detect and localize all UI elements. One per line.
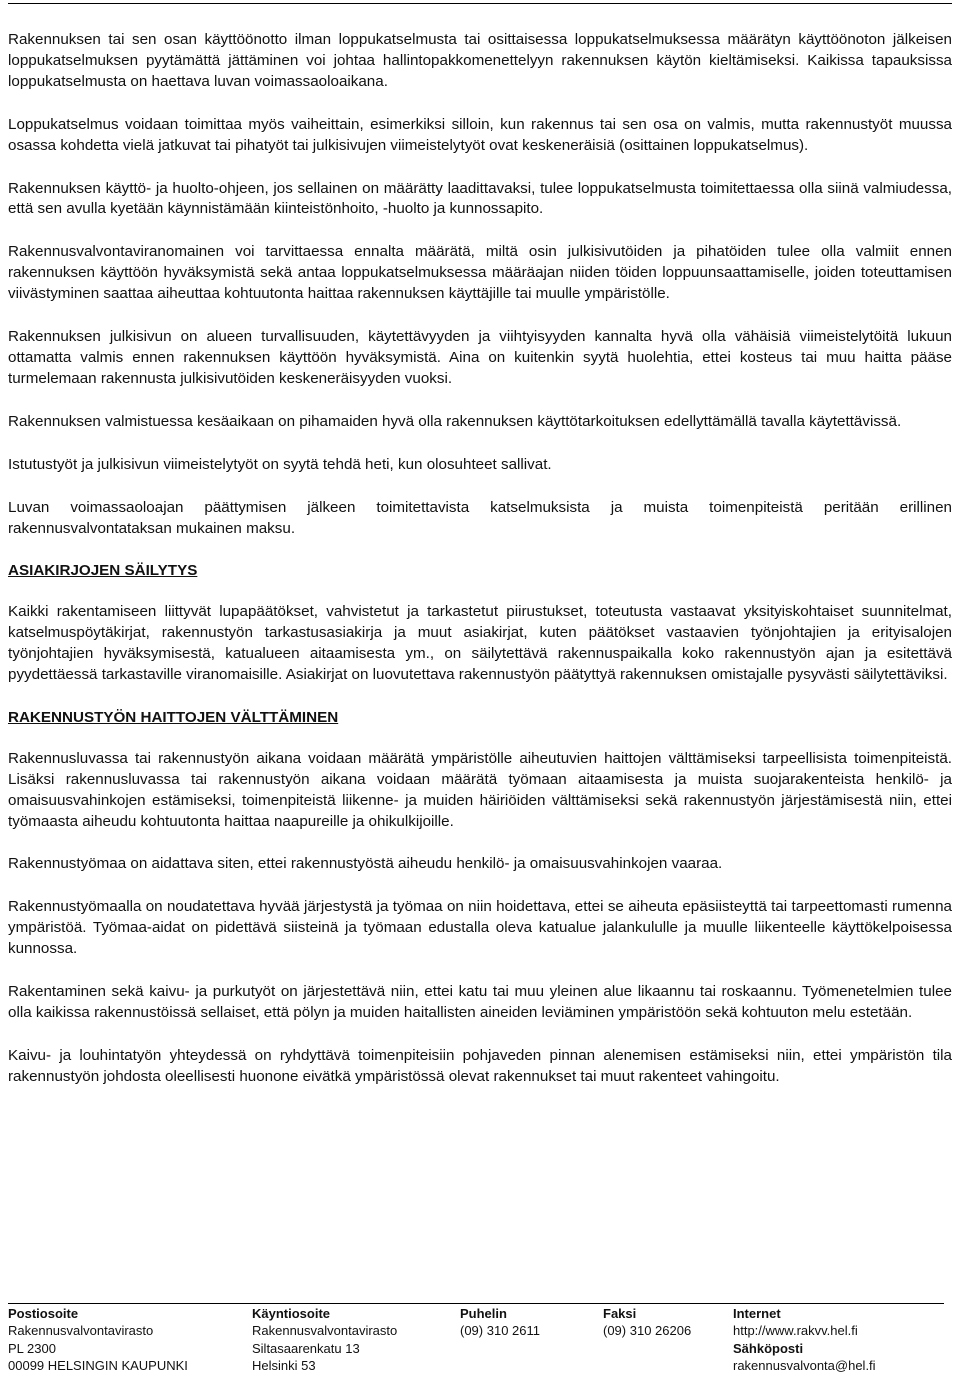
footer-label: Postiosoite	[8, 1306, 79, 1321]
footer-value: PL 2300	[8, 1340, 56, 1356]
footer-internet	[733, 1305, 876, 1375]
footer-value: (09) 310 2611	[460, 1323, 540, 1339]
paragraph: Rakennuksen valmistuessa kesäaikaan on pihamaiden hyvä olla rakennuksen käyttötarkoituksen edellyttämällä tavalla käytettävissä.	[8, 412, 902, 430]
paragraph: Kaivu- ja louhintatyön yhteydessä on ryhdyttävä toimenpiteisiin pohjaveden pinnan alenemisen estämiseksi niin, ettei ympäristön tila rakennustyön johdosta oleellisesti huonone eivätkä ympäristössä olevat rakennukset tai muut rakenteet vahingoitu.	[8, 1046, 952, 1085]
paragraph: Luvan voimassaoloajan päättymisen jälkeen toimitettavista katselmuksista ja muista toimenpiteistä peritään erillinen rakennusvalvontataksan mukainen maksu.	[8, 498, 952, 537]
paragraph: Istutustyöt ja julkisivun viimeistelytyöt on syytä tehdä heti, kun olosuhteet sallivat.	[8, 455, 552, 473]
paragraph: Rakennuksen julkisivun on alueen turvallisuuden, käytettävyyden ja viihtyisyyden kannalta hyvä olla vähäisiä viimeistelytöitä lukuun ottamatta valmis ennen rakennuksen käyttöön hyväksymistä. Aina on kuitenkin syytä huolehtia, ettei kosteus tai muu haitta pääse turmelemaan rakennusta julkisivutöiden keskeneräisyyden vuoksi.	[8, 328, 952, 387]
footer-kayntiosoite	[252, 1305, 397, 1375]
paragraph: Rakentaminen sekä kaivu- ja purkutyöt on järjestettävä niin, ettei katu tai muu yleinen alue likaannu tai roskaannu. Työmenetelmien tulee olla kaikissa rakennustöissä sellaiset, että pölyn ja muiden haitallisten aineiden leviäminen ympäristöön sekä kohtuuton melu estetään.	[8, 983, 952, 1021]
footer-value: Rakennusvalvontavirasto	[252, 1323, 398, 1339]
paragraph: Rakennustyömaa on aidattava siten, ettei rakennustyöstä aiheudu henkilö- ja omaisuusvahinkojen vaaraa.	[8, 855, 723, 873]
footer-rule	[8, 1303, 944, 1304]
footer-label: Sähköposti	[733, 1340, 804, 1356]
paragraph: Rakennuksen tai sen osan käyttöönotto ilman loppukatselmusta tai osittaisessa loppukatselmuksessa määrätyn käyttöönoton jälkeisen loppukatselmuksen pyytämättä jättäminen voi johtaa hallintopakkomenettelyyn rakennuksen käytön kieltämiseksi. Kaikissa tapauksissa loppukatselmusta on haettava luvan voimassaoloaikana.	[8, 31, 952, 90]
section-heading-haittojen-valttaminen: RAKENNUSTYÖN HAITTOJEN VÄLTTÄMINEN	[8, 708, 339, 726]
footer-faksi	[603, 1305, 691, 1340]
section-heading-asiakirjojen-sailytys: ASIAKIRJOJEN SÄILYTYS	[8, 562, 198, 580]
footer-label: Käyntiosoite	[252, 1306, 331, 1321]
footer-link: rakennusvalvonta@hel.fi	[733, 1358, 876, 1374]
footer-label: Puhelin	[460, 1306, 507, 1321]
paragraph: Rakennustyömaalla on noudatettava hyvää järjestystä ja työmaa on niin hoidettava, ettei se aiheuta epäsiisteyttä tai tarpeettomasti rumenna ympäristöä. Työmaa-aidat on pidettävä siisteinä ja työmaan edustalla oleva katualue jalankululle ja muulle liikenteelle käyttökelpoisessa kunnossa.	[8, 898, 952, 958]
document-body	[8, 30, 952, 1110]
paragraph: Rakennuksen käyttö- ja huolto-ohjeen, jos sellainen on määrätty laadittavaksi, tulee loppukatselmusta toimitettaessa olla siinä valmiudessa, että sen avulla kyetään käynnistämään kiinteistönhoito, -huolto ja kunnossapito.	[8, 179, 952, 218]
paragraph: Kaikki rakentamiseen liittyvät lupapäätökset, vahvistetut ja tarkastetut piirustukset, toteutusta vastaavat yksityiskohtaiset suunnitelmat, katselmuspöytäkirjat, rakennustyön tarkastusasiakirja ja muut asiakirjat, kuten päätökset vastaavien työnjohtajien ja erityisalojen työnjohtajien hyväksymisestä, katualueen aitaamisesta ym., on säilytettävä rakennuspaikalla koko rakennustyön ajan ja esitettävä pyydettäessä tarkastaville viranomaisille. Asiakirjat on luovutettava rakennustyön päätyttyä rakennuksen omistajalle pysyvästi säilytettäviksi.	[8, 603, 952, 684]
footer-label: Internet	[733, 1306, 781, 1321]
footer-link: http://www.rakvv.hel.fi	[733, 1323, 858, 1339]
footer-value: (09) 310 26206	[603, 1323, 692, 1339]
paragraph: Rakennusvalvontaviranomainen voi tarvittaessa ennalta määrätä, miltä osin julkisivutöiden ja pihatöiden tulee olla valmiit ennen rakennuksen käyttöön hyväksymistä sekä antaa loppukatselmuksessa määräajan niiden töiden loppuunsaattamiselle, joiden toteuttamisen viivästyminen saattaa aiheuttaa kohtuutonta haittaa rakennuksen käyttäjille tai muulle ympäristölle.	[8, 243, 952, 303]
top-rule	[8, 3, 952, 4]
footer-label: Faksi	[603, 1306, 637, 1321]
footer-puhelin	[460, 1305, 540, 1340]
footer-value: Helsinki 53	[252, 1358, 316, 1374]
footer-postiosoite	[8, 1305, 188, 1375]
footer-value: Rakennusvalvontavirasto	[8, 1323, 154, 1339]
paragraph: Loppukatselmus voidaan toimittaa myös vaiheittain, esimerkiksi silloin, kun rakennus tai sen osa on valmis, mutta rakennustyöt muussa osassa kohdetta vielä jatkuvat tai pihatyöt tai julkisivujen viimeistelytyöt ovat keskeneräisiä (osittainen loppukatselmus).	[8, 115, 952, 154]
footer-value: Siltasaarenkatu 13	[252, 1340, 360, 1356]
footer-value: 00099 HELSINGIN KAUPUNKI	[8, 1358, 188, 1374]
paragraph: Rakennusluvassa tai rakennustyön aikana voidaan määrätä ympäristölle aiheutuvien haittojen välttämiseksi tarpeellisista toimenpiteistä. Lisäksi rakennusluvassa tai rakennustyön aikana voidaan määrätä työmaan aitaamisesta ja muista suojarakenteista henkilö- ja omaisuusvahinkojen estämiseksi, toimenpiteistä liikenne- ja muiden häiriöiden välttämiseksi sekä rakennustyön järjestämisestä niin, ettei työmaasta aiheudu kohtuutonta haittaa naapureille ja ohikulkijoille.	[8, 749, 952, 830]
